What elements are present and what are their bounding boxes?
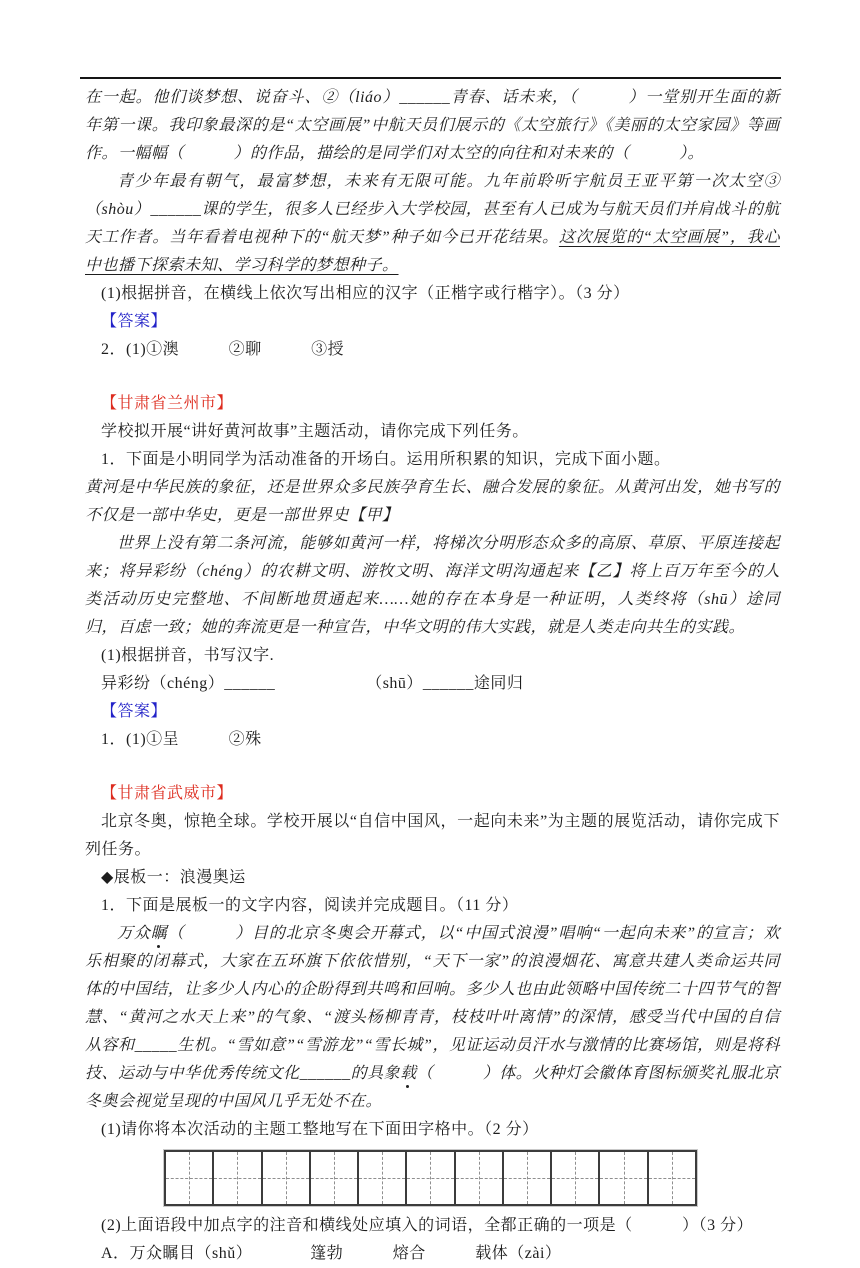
question-text — [85, 446, 780, 474]
text-run: ◆展板一：浪漫奥运 — [101, 869, 246, 886]
section-gap — [85, 364, 780, 390]
answer-text — [85, 336, 780, 364]
answer-label — [85, 698, 780, 726]
text-run: （ ）目的北京冬奥会开幕式，以“中国式浪漫”唱响“一起向未来”的宣言；欢乐相聚的闭幕式，大家在五环旗下依依惜别，“天下一家”的浪漫烟花、寓意共建人类命运共同体的中国结，让多少人内心的企盼得到共鸣和回响。多少人也由此领略中国传统二十四节气的智慧、“黄河之水天上来”的气象、“渡头杨柳青青，枝枝叶叶离情”的深情，感受当代中国的自信从容和_____生机。“雪如意”“雪游龙”“雪长城”，见证运动员汗水与激情的比赛场馆，则是将科技、运动与中华优秀传统文化______的具象 — [85, 925, 780, 1082]
text-run: 异彩纷（chéng）______ （shū）______途同归 — [101, 675, 524, 692]
board-title — [85, 864, 780, 892]
text-run: 【甘肃省武威市】 — [101, 785, 234, 802]
question-text — [85, 1116, 780, 1144]
text-run: 青少年最有朝气，最富梦想，未来有无限可能。九年前聆听宇航员王亚平第一次太空③（shòu）______课的学生，很多人已经步入大学校园，甚至有人已成为与航天员们并肩战斗的航天工作者。当年看着电视种下的“航天梦”种子如今已开花结果。 — [85, 173, 780, 246]
text-run: (1)根据拼音，在横线上依次写出相应的汉字（正楷字或行楷字）。（3 分） — [101, 285, 630, 302]
text-run: 黄河是中华民族的象征，还是世界众多民族孕育生长、融合发展的象征。从黄河出发，她书写的不仅是一部中华史，更是一部世界史【甲】 — [85, 479, 780, 524]
tianzige-cell — [504, 1152, 552, 1204]
tianzige-cell — [407, 1152, 455, 1204]
underlined-text: 这次展览的“太空画展”，我心中也播下探索未知、学习科学的梦想种子。 — [85, 229, 780, 274]
passage-paragraph — [85, 474, 780, 530]
answer-text — [85, 726, 780, 754]
answer-label — [85, 308, 780, 336]
task-intro — [85, 808, 780, 864]
page-top-rule — [80, 77, 781, 79]
text-run: 北京冬奥，惊艳全球。学校开展以“自信中国风，一起向未来”为主题的展览活动，请你完成下列任务。 — [85, 813, 780, 858]
passage-paragraph — [85, 530, 780, 642]
task-intro — [85, 418, 780, 446]
question-text — [85, 1212, 780, 1240]
text-run: (1)根据拼音，书写汉字. — [101, 647, 275, 664]
tianzige-cell — [456, 1152, 504, 1204]
tianzige-grid — [164, 1150, 697, 1206]
question-text — [85, 280, 780, 308]
question-text — [85, 642, 780, 670]
tianzige-cell — [600, 1152, 648, 1204]
text-run: 【甘肃省兰州市】 — [101, 395, 234, 412]
text-run: (1)请你将本次活动的主题工整地写在下面田字格中。（2 分） — [101, 1121, 539, 1138]
section-header — [85, 390, 780, 418]
tianzige-cell — [311, 1152, 359, 1204]
dot-emphasized-char: 瞩 — [150, 925, 168, 942]
text-run: 1．下面是展板一的文字内容，阅读并完成题目。（11 分） — [101, 897, 519, 914]
text-run: 【答案】 — [101, 703, 168, 720]
text-run: 万众 — [117, 925, 151, 942]
passage-paragraph — [85, 168, 780, 280]
passage-paragraph — [85, 920, 780, 1116]
tianzige-cell — [263, 1152, 311, 1204]
tianzige-cell — [552, 1152, 600, 1204]
text-run: (2)上面语段中加点字的注音和横线处应填入的词语，全都正确的一项是（ ）（3 分） — [101, 1217, 754, 1234]
section-gap — [85, 754, 780, 780]
text-run: 【答案】 — [101, 313, 168, 330]
text-run: 2．(1)①澳 ②聊 ③授 — [101, 341, 345, 358]
question-text — [85, 892, 780, 920]
option-a — [85, 1240, 780, 1268]
text-run: 世界上没有第二条河流，能够如黄河一样，将梯次分明形态众多的高原、草原、平原连接起来；将异彩纷（chéng）的农耕文明、游牧文明、海洋文明沟通起来【乙】将上百万年至今的人类活动历史完整地、不间断地贯通起来……她的存在本身是一种证明，人类终将（shū）途同归，百虑一致；她的奔流更是一种宣告，中华文明的伟大实践，就是人类走向共生的实践。 — [85, 535, 780, 636]
tianzige-cell — [166, 1152, 214, 1204]
text-run: 1．下面是小明同学为活动准备的开场白。运用所积累的知识，完成下面小题。 — [101, 451, 671, 468]
document-body — [85, 84, 780, 1268]
fill-blank-line — [85, 670, 780, 698]
section-header — [85, 780, 780, 808]
text-run: A．万众瞩目（shǔ） 篷勃 熔合 载体（zài） — [101, 1245, 562, 1262]
tianzige-cell — [359, 1152, 407, 1204]
text-run: 学校拟开展“讲好黄河故事”主题活动，请你完成下列任务。 — [101, 423, 529, 440]
text-run: 1．(1)①呈 ②殊 — [101, 731, 262, 748]
tianzige-cell — [214, 1152, 262, 1204]
text-run: 在一起。他们谈梦想、说奋斗、②（liáo）______青春、话未来，（ ）一堂别开生面的新年第一课。我印象最深的是“太空画展”中航天员们展示的《太空旅行》《美丽的太空家园》等画作。一幅幅（ ）的作品，描绘的是同学们对太空的向往和对未来的（ ）。 — [85, 89, 780, 162]
dot-emphasized-char: 载 — [400, 1065, 417, 1082]
text-run: （ ）体。火种灯会徽体育图标颁奖礼服北京冬奥会视觉呈现的中国风几乎无处不在。 — [85, 1065, 780, 1110]
tianzige-cell — [649, 1152, 695, 1204]
passage-paragraph — [85, 84, 780, 168]
